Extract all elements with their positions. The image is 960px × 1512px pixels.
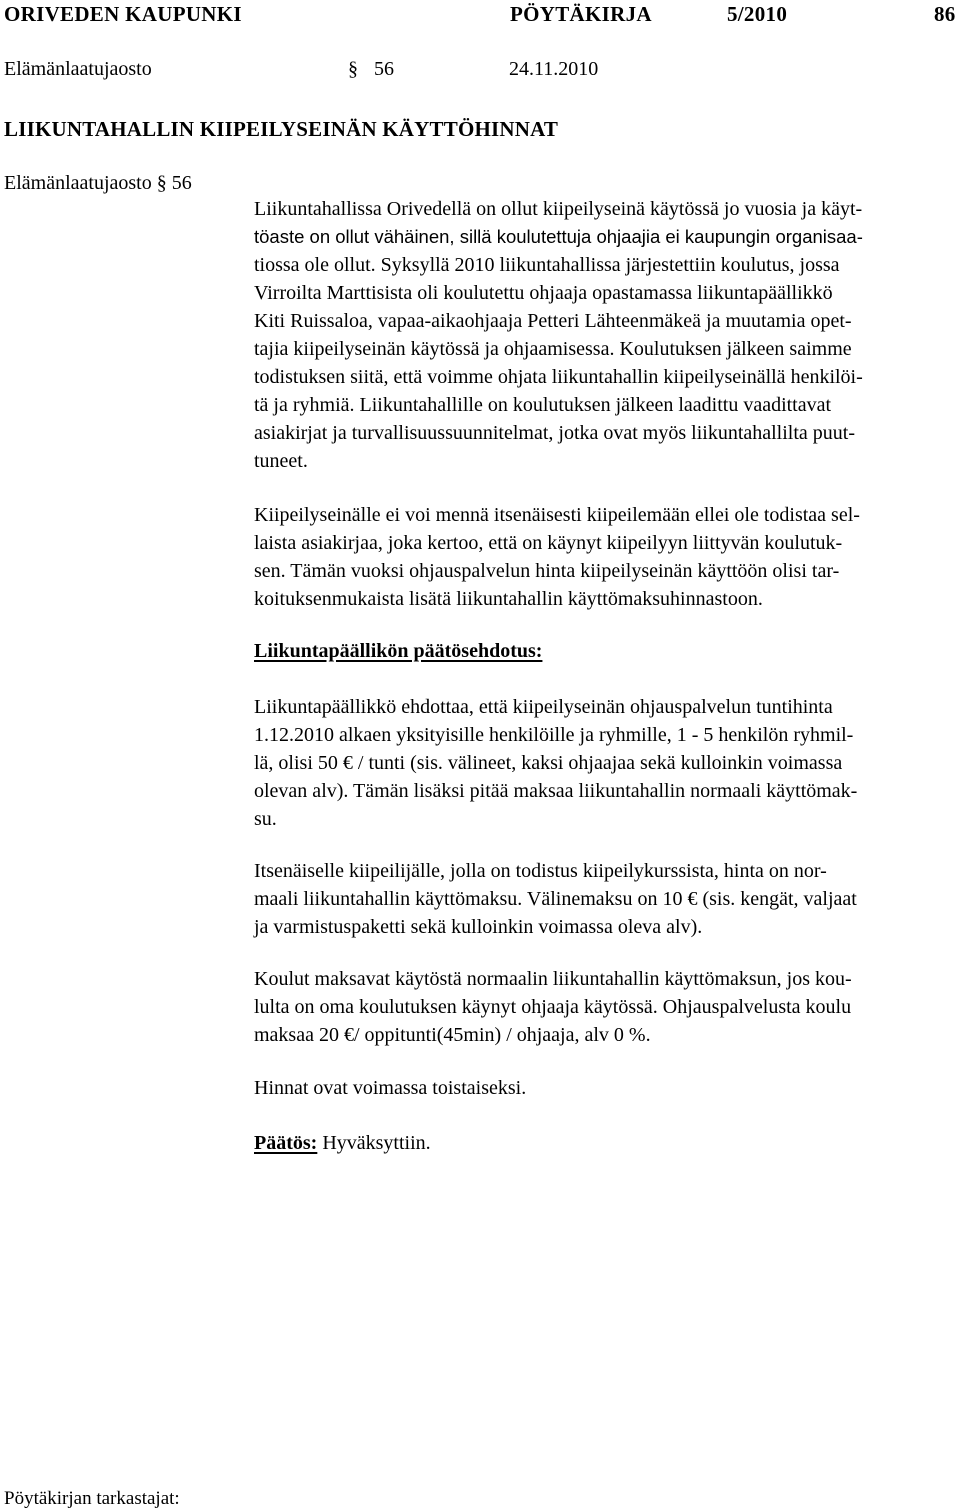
body-line: Koulut maksavat käytöstä normaalin liikuntahallin käyttömaksun, jos kou- [254,968,852,990]
body-line: maali liikuntahallin käyttömaksu. Välinemaksu on 10 € (sis. kengät, valjaat [254,888,857,910]
body-line: sen. Tämän vuoksi ohjauspalvelun hinta kiipeilyseinän käyttöön olisi tar- [254,560,840,582]
minutes-reviewers-label: Pöytäkirjan tarkastajat: [4,1488,180,1509]
body-line: Kiti Ruissaloa, vapaa-aikaohjaaja Petteri Lähteenmäkeä ja muutamia opet- [254,310,852,332]
body-line: Liikuntahallissa Orivedellä on ollut kiipeilyseinä käytössä jo vuosia ja käyt- [254,198,863,220]
page-number: 86 [934,2,956,26]
body-line: todistuksen siitä, että voimme ohjata liikuntahallin kiipeilyseinällä henkilöi- [254,366,863,388]
body-line: ja varmistuspaketti sekä kulloinkin voimassa oleva alv). [254,916,703,938]
body-line: koituksenmukaista lisätä liikuntahallin käyttömaksuhinnastoon. [254,588,763,610]
section-label: Elämänlaatujaosto § 56 [4,172,192,194]
committee-name: Elämänlaatujaosto [4,58,152,80]
body-line: lä, olisi 50 € / tunti (sis. välineet, kaksi ohjaajaa sekä kulloinkin voimassa [254,752,843,774]
document-title: LIIKUNTAHALLIN KIIPEILYSEINÄN KÄYTTÖHINNAT [4,117,559,141]
body-line: laista asiakirjaa, joka kertoo, että on käynyt kiipeilyyn liittyvän koulutuk- [254,532,843,554]
decision-label: Päätös: [254,1132,318,1154]
body-line: Liikuntapäällikkö ehdottaa, että kiipeilyseinän ohjauspalvelun tuntihinta [254,696,833,718]
body-line: 1.12.2010 alkaen yksityisille henkilöille ja ryhmille, 1 - 5 henkilön ryhmil- [254,724,854,746]
body-line: su. [254,808,277,830]
body-line: asiakirjat ja turvallisuussuunnitelmat, jotka ovat myös liikuntahallilta puut- [254,422,856,444]
meeting-date: 24.11.2010 [509,58,599,80]
proposal-heading: Liikuntapäällikön päätösehdotus: [254,640,543,662]
body-line: tiossa ole ollut. Syksyllä 2010 liikuntahallissa järjestettiin koulutus, jossa [254,254,840,276]
body-line: töaste on ollut vähäinen, sillä koulutettuja ohjaajia ei kaupungin organisaa- [254,226,863,247]
body-line: Kiipeilyseinälle ei voi mennä itsenäisesti kiipeilemään ellei ole todistaa sel- [254,504,860,526]
section-number: 56 [374,58,394,80]
document-number: 5/2010 [727,2,788,26]
body-line: tuneet. [254,450,308,472]
decision-text: Hyväksyttiin. [317,1132,431,1154]
section-icon: § [348,58,358,80]
document-type: PÖYTÄKIRJA [510,2,652,26]
body-line: lulta on oma koulutuksen käynyt ohjaaja käytössä. Ohjauspalvelusta koulu [254,996,852,1018]
body-line: tajia kiipeilyseinän käytössä ja ohjaamisessa. Koulutuksen jälkeen saimme [254,338,852,360]
municipality-name: ORIVEDEN KAUPUNKI [4,2,242,26]
body-line: olevan alv). Tämän lisäksi pitää maksaa liikuntahallin normaali käyttömak- [254,780,858,802]
body-line: tä ja ryhmiä. Liikuntahallille on koulutuksen jälkeen laadittu vaadittavat [254,394,832,416]
body-line: Virroilta Marttisista oli koulutettu ohjaaja opastamassa liikuntapäällikkö [254,282,833,304]
body-line: Itsenäiselle kiipeilijälle, jolla on todistus kiipeilykurssista, hinta on nor- [254,860,827,882]
validity-statement: Hinnat ovat voimassa toistaiseksi. [254,1077,527,1099]
body-line: maksaa 20 €/ oppitunti(45min) / ohjaaja, alv 0 %. [254,1024,651,1046]
